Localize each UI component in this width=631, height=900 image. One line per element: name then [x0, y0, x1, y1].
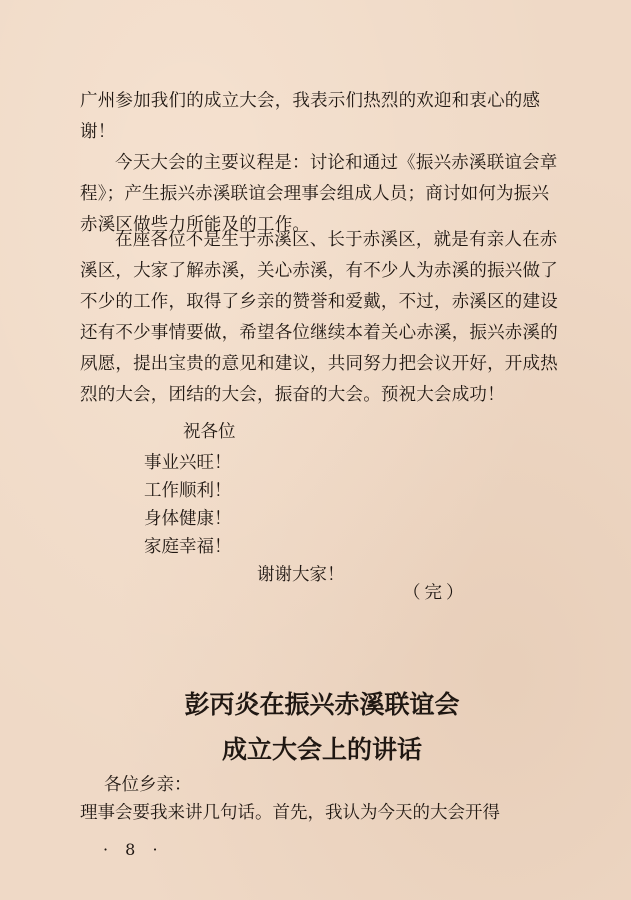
article-title-line-2: 成立大会上的讲话 — [221, 735, 422, 764]
agenda-paragraph: 今天大会的主要议程是：讨论和通过《振兴赤溪联谊会章程》；产生振兴赤溪联谊会理事会组成人员；商讨如何为振兴赤溪区做些力所能及的工作。 — [80, 153, 558, 235]
blessing-heading: 祝各位 — [183, 422, 236, 442]
blessing-line: 工作顺利！ — [144, 481, 232, 501]
article-title-line-1: 彭丙炎在振兴赤溪联谊会 — [184, 690, 460, 719]
blessing-line: 家庭幸福！ — [144, 537, 232, 557]
continuation-paragraph: 广州参加我们的成立大会，我表示们热烈的欢迎和衷心的感谢！ — [80, 91, 541, 142]
blessing-line: 身体健康！ — [144, 509, 232, 529]
thanks-line: 谢谢大家！ — [257, 565, 345, 585]
salutation: 各位乡亲： — [104, 775, 192, 795]
speech-opening-line: 理事会要我来讲几句话。首先，我认为今天的大会开得 — [80, 803, 500, 823]
blessing-line: 事业兴旺！ — [144, 453, 232, 473]
page-number: · 8 · — [103, 840, 164, 859]
body-paragraph: 在座各位不是生于赤溪区、长于赤溪区，就是有亲人在赤溪区，大家了解赤溪，关心赤溪，有不少人为赤溪的振兴做了不少的工作，取得了乡亲的赞誉和爱戴，不过，赤溪区的建设还有不少事情要做，希望各位继续本着关心赤溪，振兴赤溪的夙愿，提出宝贵的意见和建议，共同努力把会议开好，开成热烈的大会，团结的大会，振奋的大会。预祝大会成功！ — [80, 230, 558, 405]
end-mark: （完） — [403, 583, 468, 603]
